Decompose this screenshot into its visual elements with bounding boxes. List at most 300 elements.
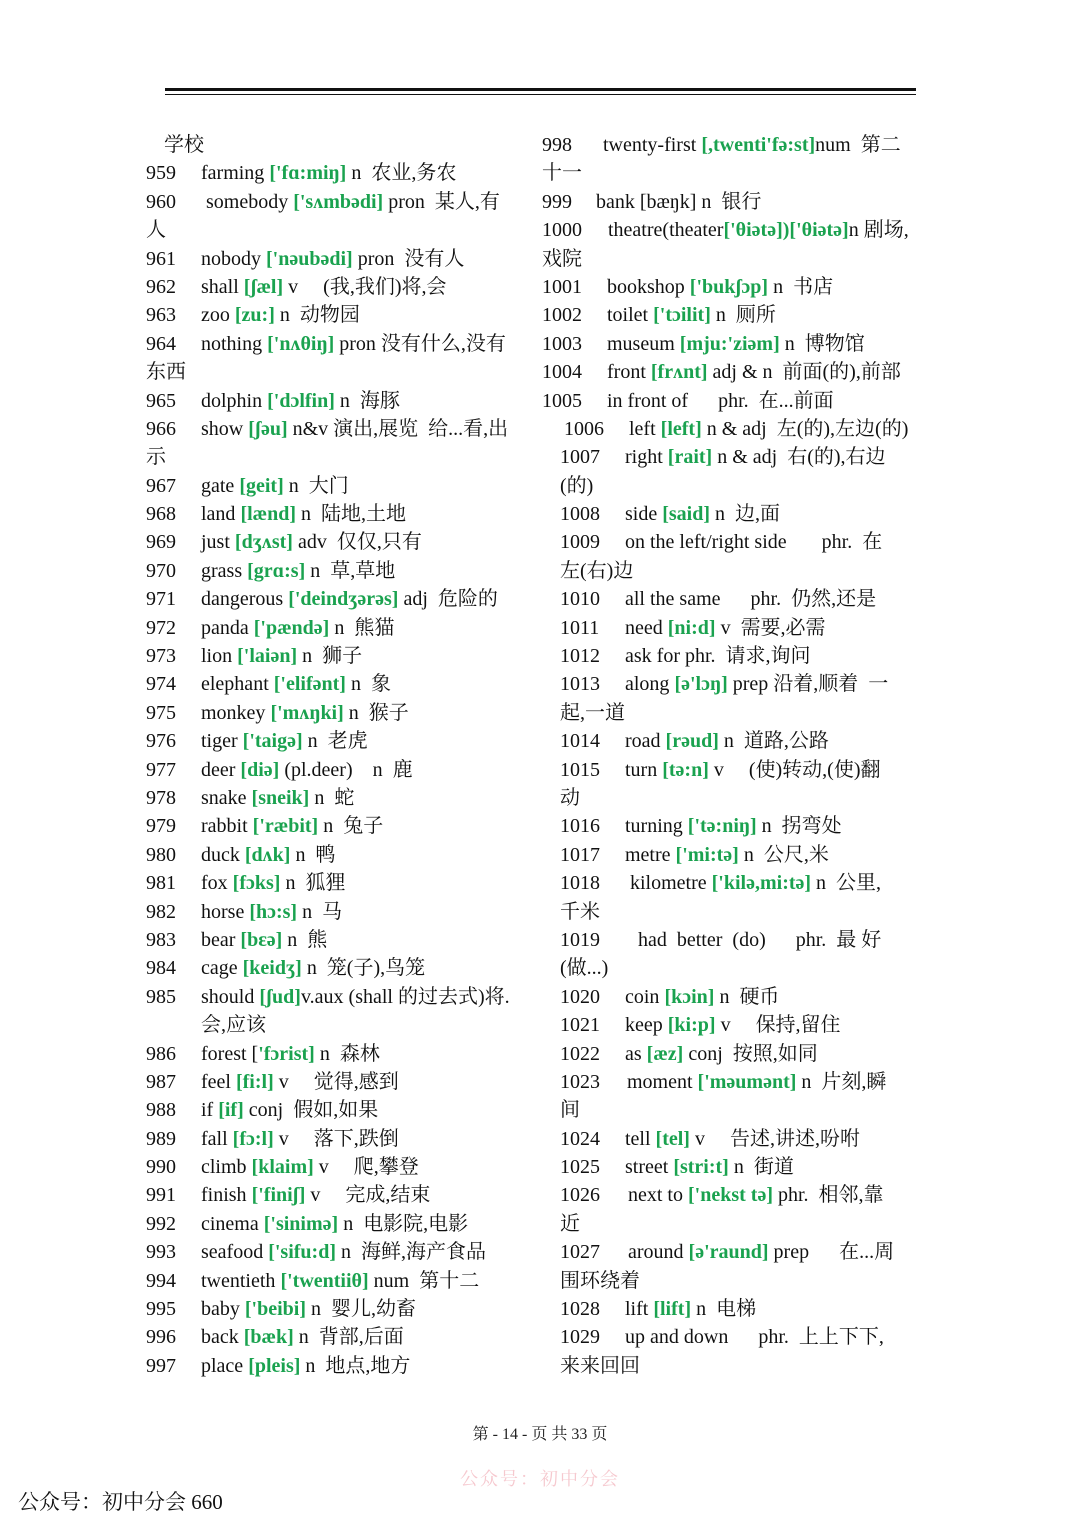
entry-meaning: phr. 相邻,靠 (772, 1184, 884, 1207)
header-rule-thin (165, 94, 916, 95)
entry-phonetic: ['fɑ:miŋ] (269, 162, 347, 185)
entry-meaning: n 厕所 (710, 304, 776, 327)
entry-number: 999 (542, 190, 572, 213)
entry-word: dolphin (201, 389, 268, 412)
entry-number: 1026 (560, 1184, 600, 1207)
entry-phonetic: ['θiətə])['θiətə] (723, 219, 849, 242)
entry-phonetic: ['nəubədi] (266, 247, 353, 270)
entry-word: dangerous (201, 588, 289, 611)
vocab-entry (542, 756, 942, 784)
entry-number: 1017 (560, 843, 600, 866)
entry-phonetic: ['nʌθiŋ] (267, 332, 335, 355)
vocab-entry (542, 216, 942, 244)
vocab-entry (146, 699, 546, 727)
entry-number: 980 (146, 843, 176, 866)
watermark-text: 公众号：初中分会 (460, 1469, 620, 1489)
entry-meaning: n & adj 右(的),右边 (712, 446, 886, 469)
entry-word: street (625, 1156, 674, 1179)
entry-meaning: n 街道 (728, 1156, 794, 1179)
entry-meaning: adv 仅仅,只有 (292, 531, 422, 554)
entry-number: 1004 (542, 361, 582, 384)
entry-number: 近 (560, 1212, 580, 1235)
entry-word: 学校 (164, 134, 204, 156)
entry-meaning: prep 沿着,顺着 一 (727, 673, 889, 696)
entry-number: 1005 (542, 389, 582, 412)
entry-word: right (625, 446, 668, 469)
right-column (542, 131, 942, 1380)
entry-number: 1016 (560, 815, 600, 838)
entry-phonetic: [hɔ:s] (249, 900, 298, 923)
entry-meaning: v 需要,必需 (715, 616, 826, 639)
entry-meaning: pron 没有人 (352, 247, 465, 270)
entry-phonetic: [pleis] (248, 1354, 301, 1377)
entry-number: 动 (560, 786, 580, 809)
entry-meaning: n 森林 (314, 1042, 380, 1065)
entry-meaning: n 象 (345, 673, 391, 696)
entry-phonetic: ['tɔilit] (653, 304, 711, 327)
vocab-entry (146, 216, 546, 244)
vocab-entry (146, 1210, 546, 1238)
entry-number: 1023 (560, 1070, 600, 1093)
vocab-entry (542, 528, 942, 556)
vocab-entry (542, 1352, 942, 1380)
entry-meaning: v.aux (shall 的过去式)将. (300, 985, 510, 1008)
entry-number: 东西 (146, 361, 186, 384)
entry-number: 1025 (560, 1156, 600, 1179)
entry-meaning: n 电影院,电影 (338, 1212, 469, 1235)
entry-number: 围环绕着 (560, 1269, 640, 1292)
entry-phonetic: [dʒʌst] (234, 531, 293, 554)
entry-phonetic: [kɔin] (664, 985, 715, 1008)
entry-phonetic: [zu:] (234, 304, 275, 327)
vocab-entry (146, 245, 546, 273)
entry-phonetic: ['bukʃɔp] (689, 275, 769, 298)
entry-number: 戏院 (542, 247, 582, 270)
entry-number: 1007 (560, 446, 600, 469)
entry-phonetic: ['sifu:d] (268, 1241, 336, 1264)
page-footer: 第 - 14 - 页 共 33 页 (472, 1426, 608, 1443)
entry-meaning: n 笼(子),鸟笼 (301, 957, 426, 980)
entry-word: snake (201, 786, 252, 809)
vocab-entry (542, 1323, 942, 1351)
entry-phonetic: [tel] (655, 1127, 690, 1150)
entry-meaning: conj 假如,如果 (243, 1099, 379, 1122)
entry-word: lion (201, 645, 238, 668)
entry-number: 988 (146, 1099, 176, 1122)
entry-word: theatre(theater (608, 219, 724, 242)
vocab-entry (542, 415, 942, 443)
vocab-entry (146, 1323, 546, 1351)
entry-meaning: v 告述,讲述,吩咐 (689, 1127, 860, 1150)
entry-phonetic: [rəud] (665, 730, 719, 753)
vocab-entry (146, 557, 546, 585)
entry-number: 970 (146, 559, 176, 582)
entry-number: 1012 (560, 645, 600, 668)
entry-number: 977 (146, 758, 176, 781)
entry-meaning: n 公里, (811, 872, 882, 895)
entry-meaning: (pl.deer) n 鹿 (279, 758, 413, 781)
entry-phonetic: [grɑ:s] (247, 559, 306, 582)
entry-phonetic: [ə'lɔŋ] (674, 673, 728, 696)
entry-meaning: n 地点,地方 (300, 1354, 411, 1377)
entry-word: land (201, 503, 241, 526)
entry-meaning: n 狐狸 (280, 872, 346, 895)
vocab-entry (146, 188, 546, 216)
entry-number: 1029 (560, 1326, 600, 1349)
entry-number: 963 (146, 304, 176, 327)
entry-phonetic: ['laiən] (237, 645, 298, 668)
entry-meaning: n 海鲜,海产食品 (336, 1241, 486, 1264)
entry-phonetic: [sneik] (251, 786, 310, 809)
entry-word: twentieth (201, 1269, 281, 1292)
entry-meaning: n 熊 (282, 928, 328, 951)
entry-meaning: n 海豚 (334, 389, 400, 412)
entry-number: 千米 (560, 900, 600, 923)
entry-number: 997 (146, 1354, 176, 1377)
entry-number: 1022 (560, 1042, 600, 1065)
vocab-entry (542, 159, 942, 187)
entry-number: 间 (560, 1099, 580, 1122)
entry-meaning: n 农业,务农 (346, 162, 457, 185)
vocab-entry (542, 869, 942, 897)
entry-word: nothing (201, 332, 268, 355)
entry-number: 1020 (560, 985, 600, 1008)
vocab-entry (146, 415, 546, 443)
entry-meaning: num 第二 (815, 134, 901, 156)
entry-word: along (625, 673, 675, 696)
vocab-entry (542, 330, 942, 358)
entry-number: 1011 (560, 616, 600, 639)
entry-number: 左(右)边 (560, 559, 634, 582)
entry-meaning: adj & n 前面(的),前部 (707, 361, 901, 384)
entry-meaning: n 背部,后面 (293, 1326, 404, 1349)
vocab-entry (146, 812, 546, 840)
entry-number: 968 (146, 503, 176, 526)
entry-number: 1008 (560, 503, 600, 526)
vocab-entry (542, 1267, 942, 1295)
entry-meaning: n 兔子 (318, 815, 384, 838)
vocab-entry (146, 954, 546, 982)
vocab-entry (146, 784, 546, 812)
entry-number: 1003 (542, 332, 582, 355)
entry-phonetic: [frʌnt] (650, 361, 708, 384)
entry-number: 998 (542, 134, 572, 156)
entry-phonetic: [ə'raund] (688, 1241, 769, 1264)
entry-word: ask for phr. 请求,询问 (625, 645, 811, 668)
entry-phonetic: [tə:n] (662, 758, 709, 781)
vocab-entry (146, 1295, 546, 1323)
entry-number: 991 (146, 1184, 176, 1207)
entry-number: 989 (146, 1127, 176, 1150)
entry-number: 1028 (560, 1298, 600, 1321)
entry-phonetic: [ki:p] (667, 1014, 716, 1037)
entry-phonetic: [ʃud] (259, 985, 301, 1008)
entry-number: 976 (146, 730, 176, 753)
entry-phonetic: ['deindʒərəs] (288, 588, 399, 611)
entry-number: 1027 (560, 1241, 600, 1264)
entry-meaning: n 猴子 (343, 701, 409, 724)
entry-word: up and down phr. 上上下下, (625, 1326, 884, 1349)
vocab-entry (542, 841, 942, 869)
vocab-entry (146, 1011, 546, 1039)
entry-phonetic: [lænd] (240, 503, 297, 526)
entry-number: 987 (146, 1070, 176, 1093)
entry-number: 1009 (560, 531, 600, 554)
entry-word: deer (201, 758, 241, 781)
vocab-entry (542, 273, 942, 301)
entry-number: 992 (146, 1212, 176, 1235)
vocab-entry (542, 1210, 942, 1238)
vocab-entry (542, 585, 942, 613)
vocab-entry (146, 1352, 546, 1380)
entry-number: 来来回回 (560, 1354, 640, 1377)
entry-word: finish (201, 1184, 252, 1207)
entry-word: duck (201, 843, 245, 866)
entry-word: bank [bæŋk] n 银行 (596, 190, 762, 213)
entry-phonetic: [said] (662, 503, 711, 526)
vocab-entry (542, 1011, 942, 1039)
entry-word: metre (625, 843, 676, 866)
vocab-entry (146, 1238, 546, 1266)
account-label: 公众号：初中分会 660 (18, 1490, 223, 1514)
entry-number: 995 (146, 1298, 176, 1321)
entry-phonetic: ['twentiiθ] (280, 1269, 369, 1292)
entry-phonetic: ['finiʃ] (251, 1184, 306, 1207)
entry-phonetic: [diə] (240, 758, 280, 781)
vocab-entry (146, 330, 546, 358)
vocab-entry (542, 699, 942, 727)
entry-word: gate (201, 474, 240, 497)
vocab-entry (542, 898, 942, 926)
entry-number: 示 (146, 446, 166, 469)
entry-word: farming (201, 162, 270, 185)
entry-word: shall (201, 275, 244, 298)
entry-number: 978 (146, 786, 176, 809)
entry-meaning: n 剧场, (848, 219, 909, 242)
vocab-entry (146, 614, 546, 642)
vocab-entry (542, 727, 942, 755)
entry-number: 982 (146, 900, 176, 923)
entry-phonetic: [lift] (653, 1298, 692, 1321)
entry-word: forest [ (201, 1042, 259, 1065)
vocab-entry (146, 869, 546, 897)
entry-word: cage (201, 957, 243, 980)
vocab-entry (146, 1125, 546, 1153)
entry-word: tell (625, 1127, 656, 1150)
entry-phonetic: [fi:l] (235, 1070, 274, 1093)
entry-meaning: n 道路,公路 (718, 730, 829, 753)
entry-meaning: n 熊猫 (329, 616, 395, 639)
vocab-entry (146, 841, 546, 869)
entry-number: 983 (146, 928, 176, 951)
entry-number: 985 (146, 985, 176, 1008)
vocab-entry (146, 472, 546, 500)
vocab-entry (146, 898, 546, 926)
vocab-entry (542, 1153, 942, 1181)
entry-word: left (629, 417, 661, 440)
entry-number: 1019 (560, 928, 600, 951)
entry-number: 965 (146, 389, 176, 412)
entry-number: 966 (146, 417, 176, 440)
vocab-entry (542, 301, 942, 329)
vocab-entry (146, 273, 546, 301)
entry-number: 967 (146, 474, 176, 497)
entry-phonetic: ['tə:niŋ] (687, 815, 757, 838)
entry-meaning: n 硬币 (714, 985, 780, 1008)
entry-number: 994 (146, 1269, 176, 1292)
entry-number: 十一 (542, 162, 582, 185)
entry-meaning: n 边,面 (710, 503, 781, 526)
vocab-entry (542, 245, 942, 273)
entry-meaning: n 鸭 (290, 843, 336, 866)
vocab-entry (542, 642, 942, 670)
entry-number: 1021 (560, 1014, 600, 1037)
entry-phonetic: ['nekst tə] (688, 1184, 773, 1207)
entry-phonetic: [ni:d] (667, 616, 716, 639)
entry-word: fox (201, 872, 233, 895)
entry-number: 981 (146, 872, 176, 895)
entry-phonetic: ['dɔlfin] (267, 389, 335, 412)
entry-word: tiger (201, 730, 243, 753)
entry-phonetic: [keidʒ] (242, 957, 302, 980)
vocab-entry (146, 443, 546, 471)
entry-phonetic: ['beibi] (244, 1298, 307, 1321)
entry-word: had better (do) phr. 最 好 (638, 928, 882, 951)
entry-meaning: prep 在...周 (768, 1241, 895, 1264)
entry-word: grass (201, 559, 248, 582)
entry-meaning: v 落下,跌倒 (273, 1127, 399, 1150)
entry-phonetic: [bæk] (243, 1326, 294, 1349)
entry-phonetic: [klaim] (251, 1156, 314, 1179)
entry-number: 1018 (560, 872, 600, 895)
entry-word: toilet (607, 304, 654, 327)
entry-word: place (201, 1354, 249, 1377)
entry-meaning: n 狮子 (297, 645, 363, 668)
entry-phonetic: [bɛə] (240, 928, 283, 951)
vocab-entry (146, 642, 546, 670)
entry-number: 964 (146, 332, 176, 355)
entry-word: twenty-first (603, 134, 702, 156)
entry-word: on the left/right side phr. 在 (625, 531, 883, 554)
vocab-entry (542, 387, 942, 415)
vocab-entry (146, 585, 546, 613)
entry-meaning: num 第十二 (368, 1269, 480, 1292)
entry-meaning: n 拐弯处 (756, 815, 842, 838)
entry-meaning: n 草,草地 (305, 559, 396, 582)
vocab-entry (146, 301, 546, 329)
vocab-entry (542, 784, 942, 812)
entry-word: somebody (201, 190, 294, 213)
entry-number: 1000 (542, 219, 582, 242)
entry-meaning: v (我,我们)将,会 (283, 275, 447, 298)
entry-meaning: n 陆地,土地 (296, 503, 407, 526)
vocab-entry (146, 756, 546, 784)
vocab-entry (542, 443, 942, 471)
vocab-entry (146, 926, 546, 954)
vocab-entry (146, 500, 546, 528)
vocab-entry (542, 1068, 942, 1096)
vocab-entry (542, 188, 942, 216)
entry-meaning: n 片刻,瞬 (796, 1070, 887, 1093)
entry-phonetic: ['kilə,mi:tə] (711, 872, 812, 895)
entry-word: kilometre (630, 872, 712, 895)
entry-number: 1010 (560, 588, 600, 611)
entry-number: 969 (146, 531, 176, 554)
entry-word: monkey (201, 701, 271, 724)
entry-word: show (201, 417, 249, 440)
entry-meaning: n 老虎 (302, 730, 368, 753)
vocab-entry (542, 557, 942, 585)
entry-number: 1002 (542, 304, 582, 327)
entry-word: back (201, 1326, 244, 1349)
entry-word: road (625, 730, 666, 753)
entry-phonetic: [mju:'ziəm] (679, 332, 780, 355)
entry-word: feel (201, 1070, 236, 1093)
entry-number: 975 (146, 701, 176, 724)
entry-number: 959 (146, 162, 176, 185)
entry-word: next to (628, 1184, 688, 1207)
entry-meaning: n 公尺,米 (738, 843, 829, 866)
vocab-entry (542, 983, 942, 1011)
entry-number: (的) (560, 474, 594, 497)
vocab-entry (542, 500, 942, 528)
entry-number: 990 (146, 1156, 176, 1179)
entry-word: museum (607, 332, 680, 355)
entry-word: rabbit (201, 815, 253, 838)
vocab-entry (542, 614, 942, 642)
entry-phonetic: [ʃəu] (248, 417, 288, 440)
vocab-entry (146, 1096, 546, 1124)
entry-number: 1006 (564, 417, 604, 440)
entry-meaning: n 大门 (283, 474, 349, 497)
entry-meaning: v (使)转动,(使)翻 (708, 758, 881, 781)
entry-word: bookshop (607, 275, 690, 298)
entry-word: keep (625, 1014, 668, 1037)
vocab-entry (146, 159, 546, 187)
entry-phonetic: ['məumənt] (697, 1070, 797, 1093)
entry-meaning: adj 危险的 (398, 588, 498, 611)
entry-number: 996 (146, 1326, 176, 1349)
entry-number: 1015 (560, 758, 600, 781)
entry-phonetic: [,twenti'fə:st] (701, 134, 816, 156)
vocab-entry (146, 358, 546, 386)
entry-number: 1014 (560, 730, 600, 753)
entry-word: bear (201, 928, 241, 951)
entry-meaning: pron 没有什么,没有 (334, 332, 506, 355)
entry-word: 会,应该 (201, 1014, 266, 1037)
entry-meaning: n & adj 左(的),左边(的) (701, 417, 909, 440)
vocab-entry (542, 472, 942, 500)
entry-word: elephant (201, 673, 274, 696)
entry-number: 972 (146, 616, 176, 639)
vocab-entry (146, 983, 546, 1011)
entry-phonetic: [rait] (667, 446, 713, 469)
vocab-entry (146, 131, 546, 159)
vocab-entry (542, 670, 942, 698)
entry-meaning: n 博物馆 (779, 332, 865, 355)
entry-number: 974 (146, 673, 176, 696)
entry-phonetic: ['taigə] (242, 730, 303, 753)
vocab-entry (542, 926, 942, 954)
entry-number: 986 (146, 1042, 176, 1065)
entry-phonetic: ['pændə] (253, 616, 330, 639)
entry-phonetic: ['mʌŋki] (270, 701, 344, 724)
entry-phonetic: ['elifənt] (273, 673, 346, 696)
entry-phonetic: ['mi:tə] (675, 843, 739, 866)
entry-phonetic: [if] (218, 1099, 244, 1122)
vocab-entry (542, 358, 942, 386)
entry-phonetic: 'fɔrist] (258, 1042, 315, 1065)
